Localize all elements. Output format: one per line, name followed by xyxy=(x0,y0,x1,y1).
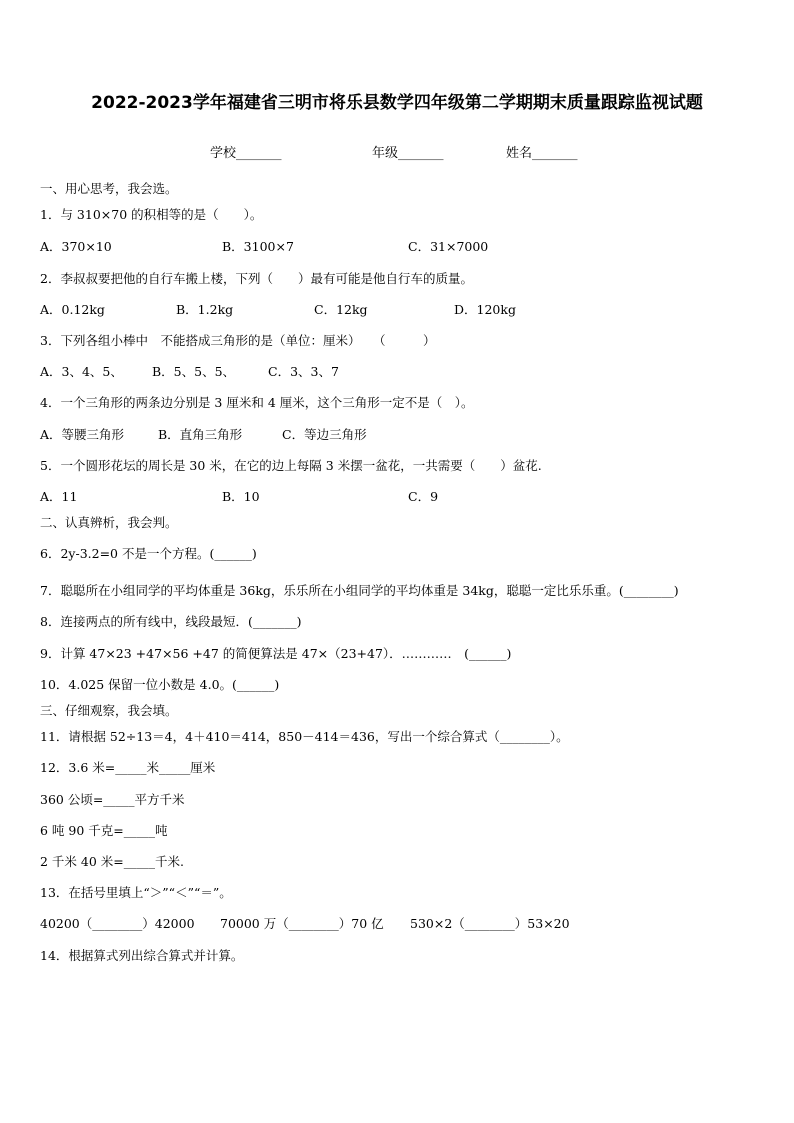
question-3: 3．下列各组小棒中 不能搭成三角形的是（单位：厘米） （ ） xyxy=(40,333,436,348)
question-8: 8．连接两点的所有线中，线段最短．(_______) xyxy=(40,614,302,629)
q2-option-c: C．12kg xyxy=(314,302,368,317)
q4-option-b: B．直角三角形 xyxy=(158,427,243,442)
name-field xyxy=(506,142,578,161)
q1-option-b: B．3100×7 xyxy=(222,239,294,254)
q2-option-d: D．120kg xyxy=(454,302,516,317)
question-12-c: 6 吨 90 千克=_____吨 xyxy=(40,823,168,838)
question-12-a: 12．3.6 米=_____米_____厘米 xyxy=(40,760,216,775)
question-2: 2．李叔叔要把他的自行车搬上楼，下列（ ）最有可能是他自行车的质量。 xyxy=(40,271,473,286)
grade-field xyxy=(372,142,444,161)
q13-compare-a: 40200（________）42000 xyxy=(40,916,195,931)
q1-option-c: C．31×7000 xyxy=(408,239,489,254)
q1-option-a: A．370×10 xyxy=(40,239,112,254)
q5-option-b: B．10 xyxy=(222,489,260,504)
question-11: 11．请根据 52÷13＝4，4＋410＝414，850－414＝436，写出一个综合算式（________）。 xyxy=(40,729,569,744)
name-label: 姓名 xyxy=(506,146,533,161)
q13-compare-c: 530×2（________）53×20 xyxy=(410,916,570,931)
question-5: 5．一个圆形花坛的周长是 30 米，在它的边上每隔 3 米摆一盆花，一共需要（ ）盆花. xyxy=(40,458,542,473)
q3-option-c: C．3、3、7 xyxy=(268,364,339,379)
q4-option-c: C．等边三角形 xyxy=(282,427,367,442)
q5-option-a: A．11 xyxy=(40,489,78,504)
question-7: 7．聪聪所在小组同学的平均体重是 36kg，乐乐所在小组同学的平均体重是 34kg，聪聪一定比乐乐重。(________) xyxy=(40,583,679,598)
grade-label: 年级 xyxy=(372,146,399,161)
q3-option-b: B．5、5、5、 xyxy=(152,364,236,379)
question-4: 4．一个三角形的两条边分别是 3 厘米和 4 厘米，这个三角形一定不是（ ）。 xyxy=(40,395,474,410)
exam-title: 2022-2023学年福建省三明市将乐县数学四年级第二学期期末质量跟踪监视试题 xyxy=(91,93,703,113)
question-10: 10．4.025 保留一位小数是 4.0。(______) xyxy=(40,677,280,692)
question-9: 9．计算 47×23 +47×56 +47 的简便算法是 47×（23+47）．………… (______) xyxy=(40,646,512,661)
question-12-d: 2 千米 40 米=_____千米. xyxy=(40,854,184,869)
school-blank: _______ xyxy=(236,146,282,161)
section-heading-judge: 二、认真辨析，我会判。 xyxy=(40,515,178,530)
question-12-b: 360 公顷=_____平方千米 xyxy=(40,792,185,807)
q4-option-a: A．等腰三角形 xyxy=(40,427,125,442)
q2-option-b: B．1.2kg xyxy=(176,302,234,317)
school-label: 学校 xyxy=(210,146,237,161)
section-heading-choice: 一、用心思考，我会选。 xyxy=(40,181,178,196)
question-13: 13．在括号里填上“＞”“＜”“＝”。 xyxy=(40,885,232,900)
question-6: 6．2y-3.2=0 不是一个方程。(______) xyxy=(40,546,257,561)
school-field xyxy=(210,142,282,161)
q5-option-c: C．9 xyxy=(408,489,439,504)
section-heading-fill: 三、仔细观察，我会填。 xyxy=(40,703,178,718)
q2-option-a: A．0.12kg xyxy=(40,302,105,317)
name-blank: _______ xyxy=(532,146,578,161)
grade-blank: _______ xyxy=(398,146,444,161)
question-14: 14．根据算式列出综合算式并计算。 xyxy=(40,948,244,963)
q13-compare-b: 70000 万（________）70 亿 xyxy=(220,916,384,931)
q3-option-a: A．3、4、5、 xyxy=(40,364,123,379)
question-1: 1．与 310×70 的积相等的是（ ）。 xyxy=(40,207,263,222)
